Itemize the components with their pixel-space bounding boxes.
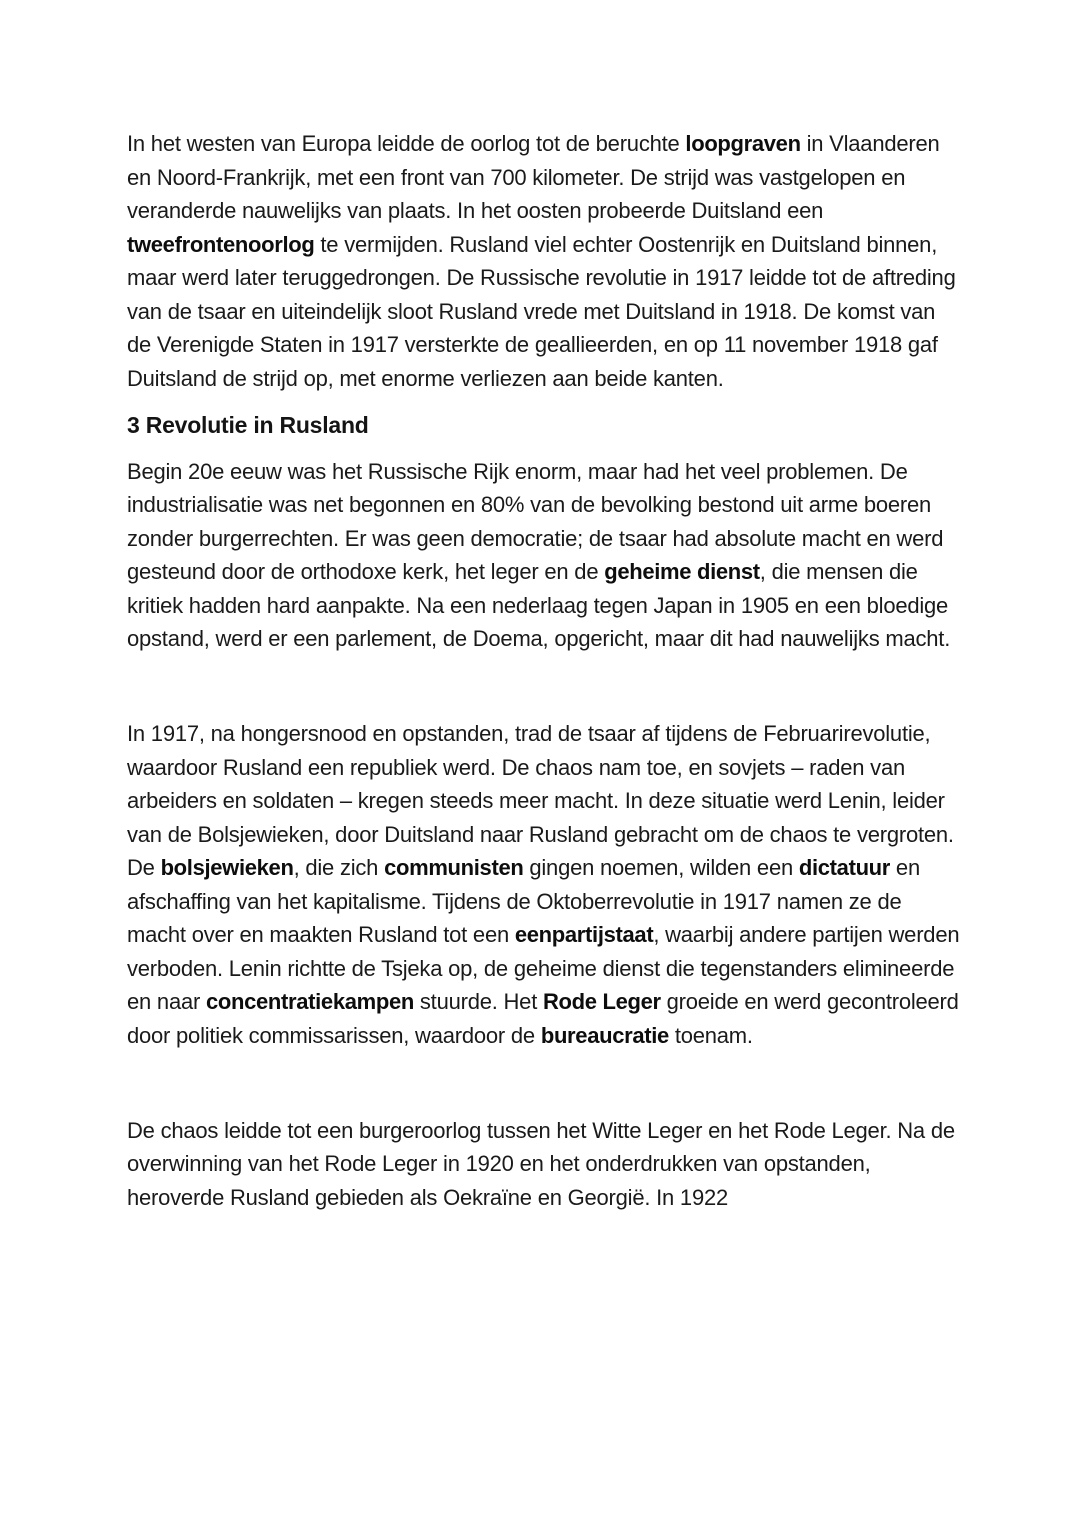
paragraph — [127, 455, 963, 656]
text-run: , waarbij andere partijen werden verboden. Lenin richtte de Tsjeka op, de geheime dienst die tegenstanders elimineerde en naar — [127, 922, 960, 1014]
paragraph — [127, 127, 963, 395]
bold-term: eenpartijstaat — [514, 922, 654, 947]
bold-term: bolsjewieken — [160, 855, 294, 880]
bold-term: tweefrontenoorlog — [127, 231, 315, 257]
bold-term: loopgraven — [685, 131, 801, 156]
text-run: te vermijden. Rusland viel echter Oostenrijk en Duitsland binnen, maar werd later teruggedrongen. De Russische revolutie in 1917 leidde tot de aftreding van de tsaar en uiteindelijk sloot Rusland vrede met Duitsland in 1918. De komst van de Verenigde Staten in 1917 versterkte de geallieerden, en op 11 november 1918 gaf Duitsland de strijd op, met enorme verliezen aan beide kanten. — [127, 231, 956, 391]
bold-term: dictatuur — [798, 855, 891, 880]
bold-term: Rode Leger — [543, 989, 661, 1014]
text-run: gingen noemen, wilden een — [523, 855, 799, 880]
text-run: , die mensen die kritiek hadden hard aanpakte. Na een nederlaag tegen Japan in 1905 en een bloedige opstand, werd er een parlement, de Doema, opgericht, maar dit had nauwelijks macht. — [127, 559, 951, 651]
text-run: en afschaffing van het kapitalisme. Tijdens de Oktoberrevolutie in 1917 namen ze de macht over en maakten Rusland tot een — [127, 855, 920, 947]
text-run: stuurde. Het — [414, 989, 543, 1014]
bold-term: concentratiekampen — [205, 989, 414, 1014]
text-run: In het westen van Europa leidde de oorlog tot de beruchte — [127, 131, 686, 156]
paragraph — [127, 1114, 963, 1215]
text-run: , die zich — [293, 855, 385, 880]
text-run: in Vlaanderen en Noord-Frankrijk, met een front van 700 kilometer. De strijd was vastgelopen en veranderde nauwelijks van plaats. In het oosten probeerde Duitsland een — [127, 131, 940, 223]
bold-term: communisten — [384, 855, 524, 880]
blank-line — [127, 670, 963, 704]
text-run: groeide en werd gecontroleerd door politiek commissarissen, waardoor de — [127, 989, 959, 1048]
paragraph — [127, 717, 963, 1052]
text-run: Begin 20e eeuw was het Russische Rijk enorm, maar had het veel problemen. De industrialisatie was net begonnen en 80% van de bevolking bestond uit arme boeren zonder burgerrechten. Er was geen democratie; de tsaar had absolute macht en werd gesteund door de orthodoxe kerk, het leger en de — [127, 458, 944, 584]
bold-term: geheime dienst — [604, 559, 760, 584]
bold-term: bureaucratie — [540, 1022, 669, 1048]
document-content — [127, 127, 963, 1214]
blank-line — [127, 1066, 963, 1100]
text-run: toenam. — [668, 1022, 753, 1048]
text-run: De chaos leidde tot een burgeroorlog tussen het Witte Leger en het Rode Leger. Na de overwinning van het Rode Leger in 1920 en het onderdrukken van opstanden, heroverde Rusland gebieden als Oekraïne en Georgië. In 1922 — [127, 1117, 955, 1210]
text-run: In 1917, na hongersnood en opstanden, trad de tsaar af tijdens de Februarirevolutie, waardoor Rusland een republiek werd. De chaos nam toe, en sovjets – raden van arbeiders en soldaten – kregen steeds meer macht. In deze situatie werd Lenin, leider van de Bolsjewieken, door Duitsland naar Rusland gebracht om de chaos te vergroten. De — [127, 721, 954, 880]
section-heading: 3 Revolutie in Rusland — [127, 412, 369, 438]
